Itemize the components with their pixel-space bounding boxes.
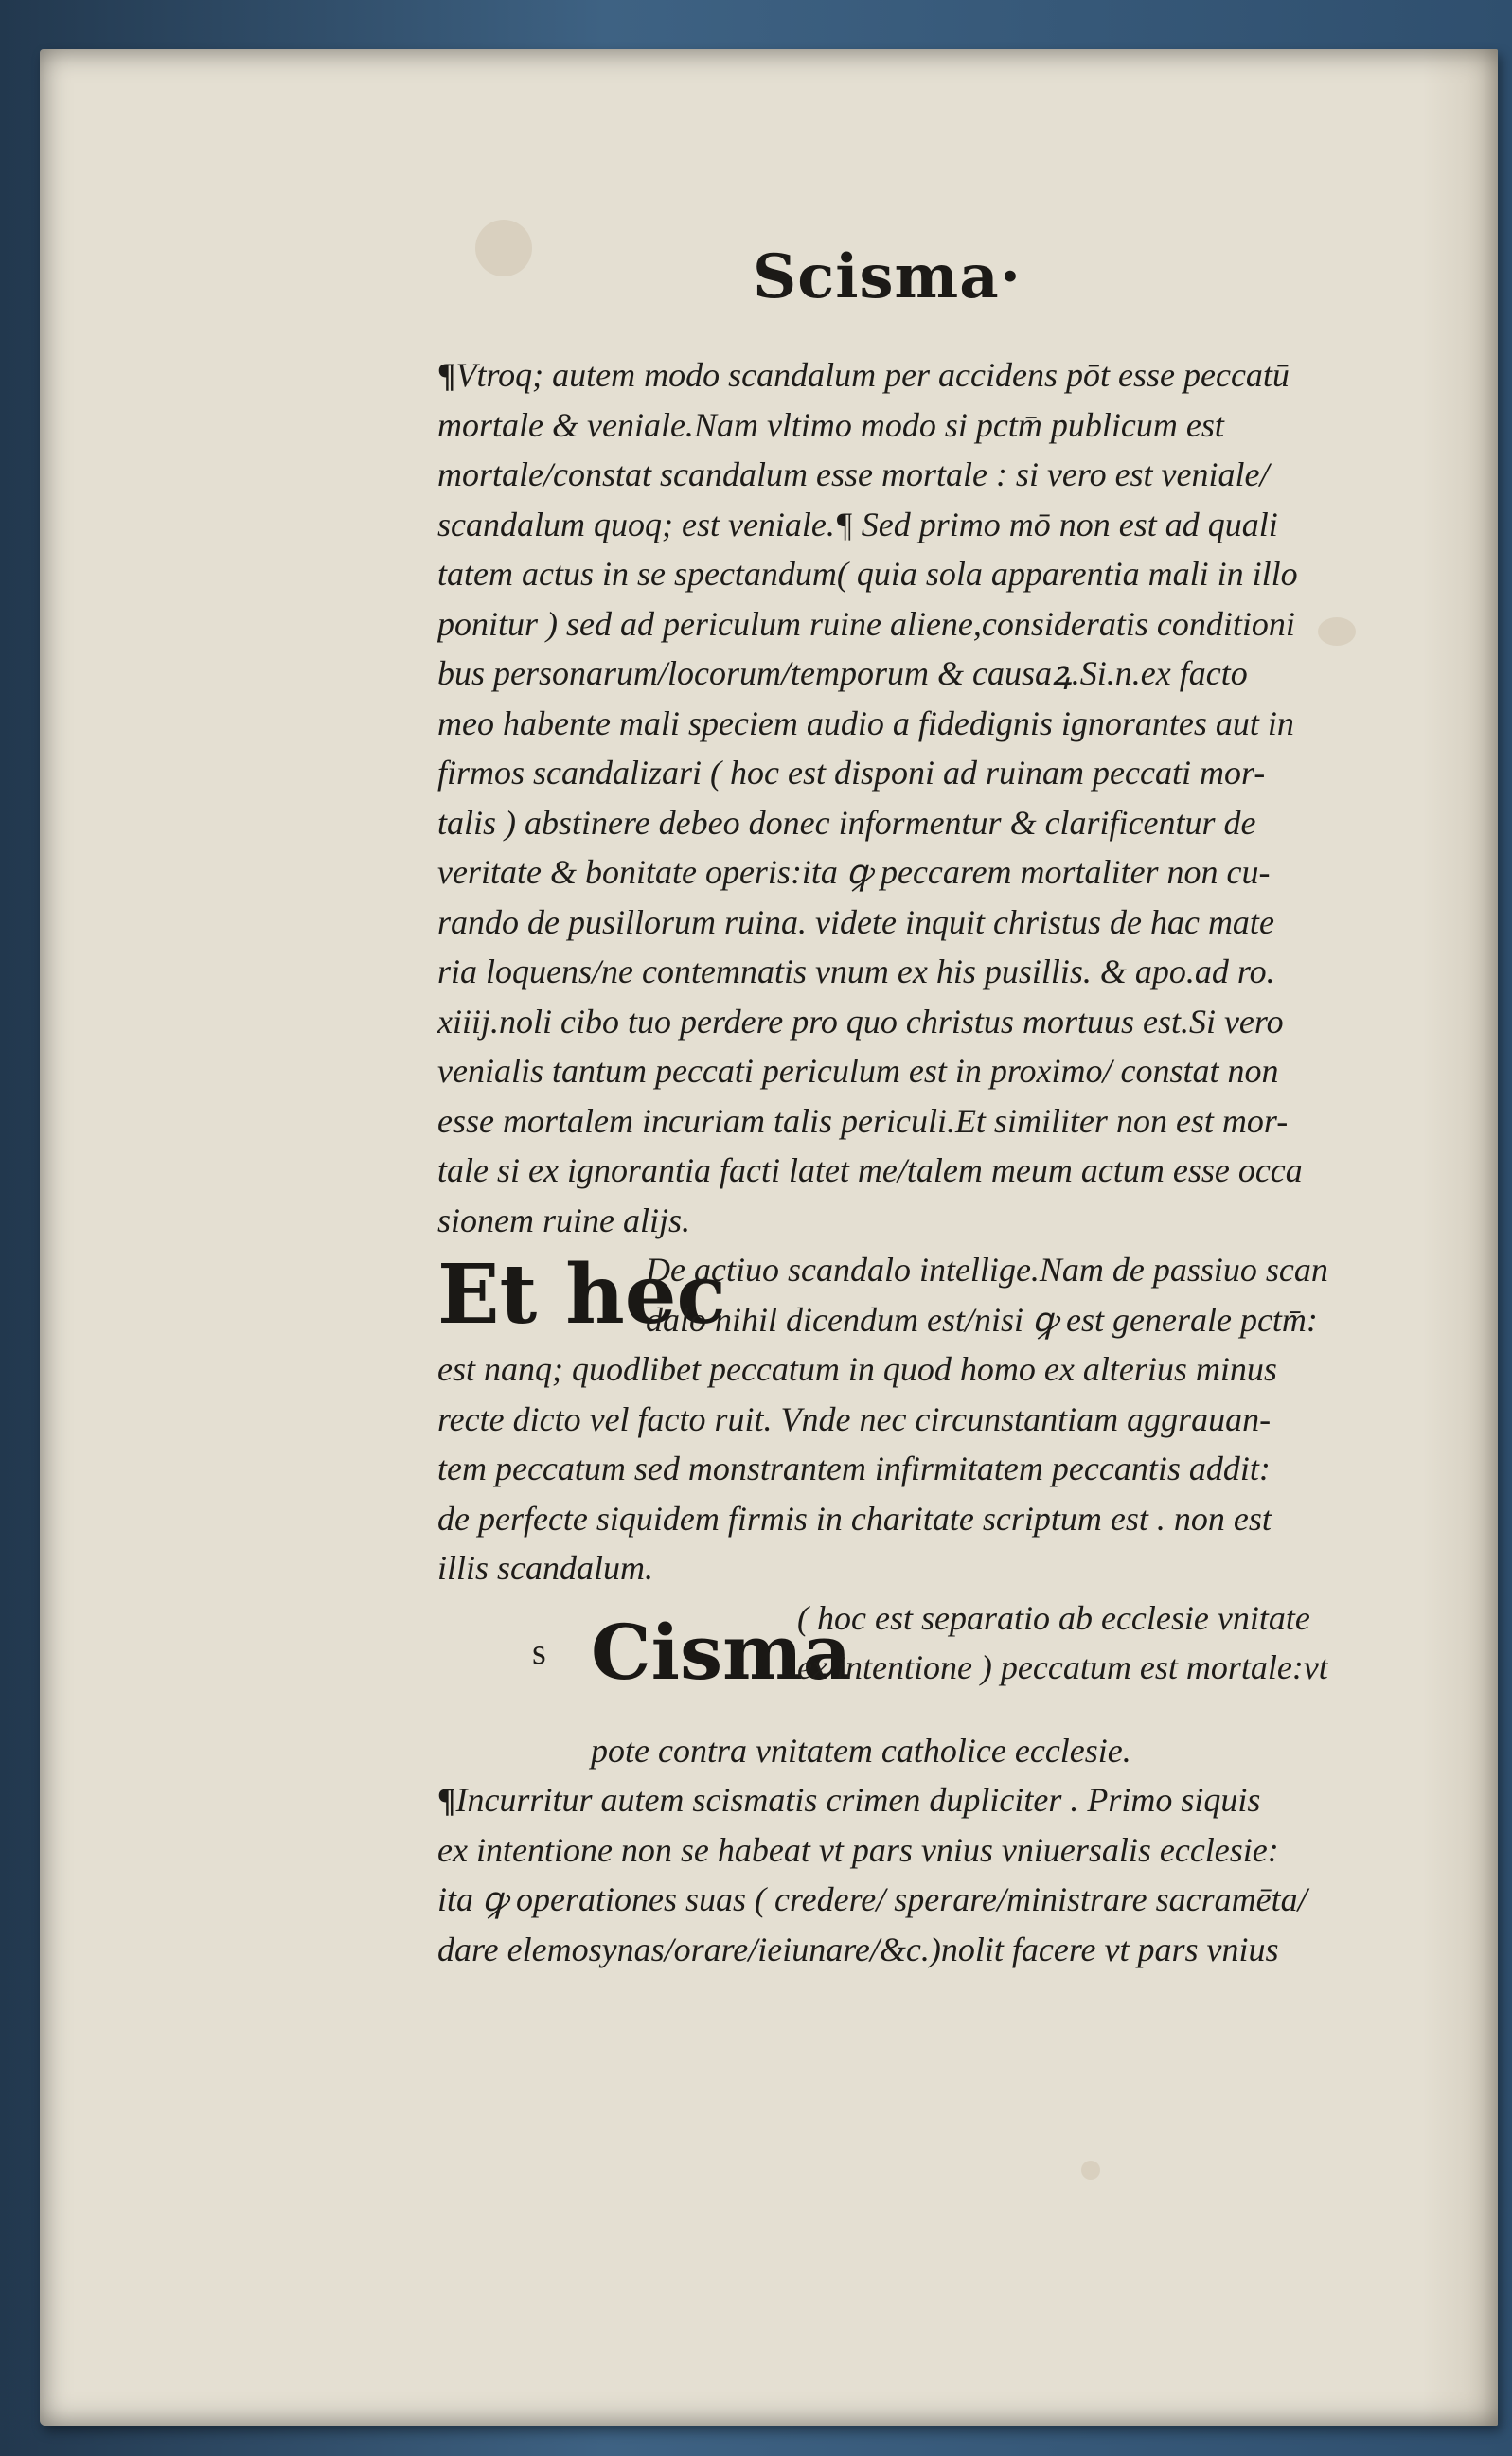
line-text: ( hoc est separatio ab ecclesie vnitate — [797, 1598, 1310, 1637]
line-text: Incurritur autem scismatis crimen dupliciter . Primo siquis — [455, 1781, 1261, 1819]
paragraph-3-initial-lines — [797, 1593, 1328, 1693]
text-line — [437, 1196, 1413, 1246]
line-text: rando de pusillorum ruina. videte inquit christus de hac mate — [437, 902, 1274, 941]
text-line — [437, 549, 1413, 599]
decorated-initial: Et hec — [437, 1247, 726, 1343]
line-text: ex intentione ) peccatum est mortale:vt — [797, 1648, 1328, 1686]
line-text: ponitur ) sed ad periculum ruine aliene,consideratis conditioni — [437, 604, 1295, 643]
text-line — [437, 1096, 1413, 1147]
text-line — [437, 898, 1413, 948]
text-line — [646, 1295, 1328, 1345]
text-line — [437, 1146, 1413, 1196]
paragraph-mark-icon: ¶ — [437, 1781, 456, 1819]
marginal-letter: s — [532, 1631, 546, 1672]
text-line — [437, 1825, 1413, 1876]
paper-stain — [1081, 2161, 1100, 2180]
line-text: ita ꝙ operationes suas ( credere/ sperare/ministrare sacramēta/ — [437, 1880, 1307, 1918]
main-text — [437, 350, 1413, 1974]
line-text: ex intentione non se habeat vt pars vnius vniuersalis ecclesie: — [437, 1830, 1279, 1869]
text-line — [437, 400, 1413, 451]
paragraph-2 — [437, 1344, 1413, 1593]
text-line — [437, 1046, 1413, 1096]
text-line — [437, 997, 1413, 1047]
text-line — [437, 1395, 1413, 1445]
line-text: de perfecte siquidem firmis in charitate scriptum est . non est — [437, 1499, 1272, 1538]
text-line — [437, 1494, 1413, 1544]
paragraph-mark-icon: ¶ — [437, 356, 456, 394]
line-text: meo habente mali speciem audio a fidedignis ignorantes aut in — [437, 703, 1294, 742]
text-line — [437, 748, 1413, 798]
line-text: bus personarum/locorum/temporum & causaꝝ.Si.n.ex facto — [437, 654, 1248, 692]
line-text: tem peccatum sed monstrantem infirmitatem peccantis addit: — [437, 1450, 1271, 1487]
text-line — [437, 699, 1413, 749]
text-line — [437, 798, 1413, 848]
line-text: venialis tantum peccati periculum est in proximo/ constat non — [437, 1052, 1279, 1090]
text-line — [797, 1593, 1328, 1644]
text-line — [437, 1925, 1413, 1975]
line-text: De actiuo scandalo intellige.Nam de passiuo scan — [646, 1251, 1328, 1289]
line-text: illis scandalum. — [437, 1549, 654, 1587]
paragraph-3-last-line: pote contra vnitatem catholice ecclesie. — [591, 1731, 1131, 1770]
text-line — [437, 1444, 1413, 1494]
line-text: sionem ruine alijs. — [437, 1201, 690, 1239]
paragraph-4 — [437, 1775, 1413, 1974]
line-text: tale si ex ignorantia facti latet me/talem meum actum esse occa — [437, 1151, 1303, 1189]
line-text: scandalum quoq; est veniale.¶ Sed primo mō non est ad quali — [437, 505, 1278, 543]
line-text: mortale & veniale.Nam vltimo modo si pctm̄ publicum est — [437, 405, 1224, 444]
decorated-initial: Cisma — [591, 1607, 852, 1697]
line-text: mortale/constat scandalum esse mortale : si vero est veniale/ — [437, 455, 1270, 493]
text-line — [437, 500, 1413, 550]
page-heading: Scisma· — [753, 241, 1022, 312]
text-line — [437, 649, 1413, 699]
text-line — [437, 1875, 1413, 1925]
line-text: xiiij.noli cibo tuo perdere pro quo christus mortuus est.Si vero — [437, 1002, 1284, 1041]
line-text: esse mortalem incuriam talis periculi.Et similiter non est mor- — [437, 1101, 1289, 1140]
text-line — [646, 1245, 1328, 1295]
text-line — [437, 847, 1413, 898]
text-line — [437, 350, 1413, 400]
line-text: talis ) abstinere debeo donec informentur & clarificentur de — [437, 803, 1256, 842]
paragraph-3-opening — [437, 1593, 1413, 1726]
text-line — [437, 450, 1413, 500]
text-line — [437, 1344, 1413, 1395]
paragraph-1 — [437, 350, 1413, 1245]
text-line — [437, 1775, 1413, 1825]
line-text: recte dicto vel facto ruit. Vnde nec circunstantiam aggrauan- — [437, 1399, 1272, 1438]
paragraph-2-opening — [437, 1245, 1413, 1344]
line-text: Vtroq; autem modo scandalum per accidens pōt esse peccatū — [455, 356, 1290, 394]
line-text: veritate & bonitate operis:ita ꝙ peccarem mortaliter non cu- — [437, 853, 1271, 891]
line-text: tatem actus in se spectandum( quia sola apparentia mali in illo — [437, 555, 1298, 593]
text-line — [797, 1643, 1328, 1693]
line-text: dare elemosynas/orare/ieiunare/&c.)nolit facere vt pars vnius — [437, 1930, 1279, 1968]
line-text: ria loquens/ne contemnatis vnum ex his pusillis. & apo.ad ro. — [437, 952, 1275, 990]
line-text: est nanq; quodlibet peccatum in quod homo ex alterius minus — [437, 1350, 1277, 1388]
paragraph-2-initial-lines — [646, 1245, 1328, 1344]
paper-stain — [475, 220, 532, 276]
text-line — [437, 599, 1413, 650]
text-line — [437, 1543, 1413, 1593]
line-text: firmos scandalizari ( hoc est disponi ad ruinam peccati mor- — [437, 754, 1266, 792]
line-text: dalo nihil dicendum est/nisi ꝙ est generale pctm̄: — [646, 1300, 1318, 1339]
text-line — [437, 947, 1413, 997]
